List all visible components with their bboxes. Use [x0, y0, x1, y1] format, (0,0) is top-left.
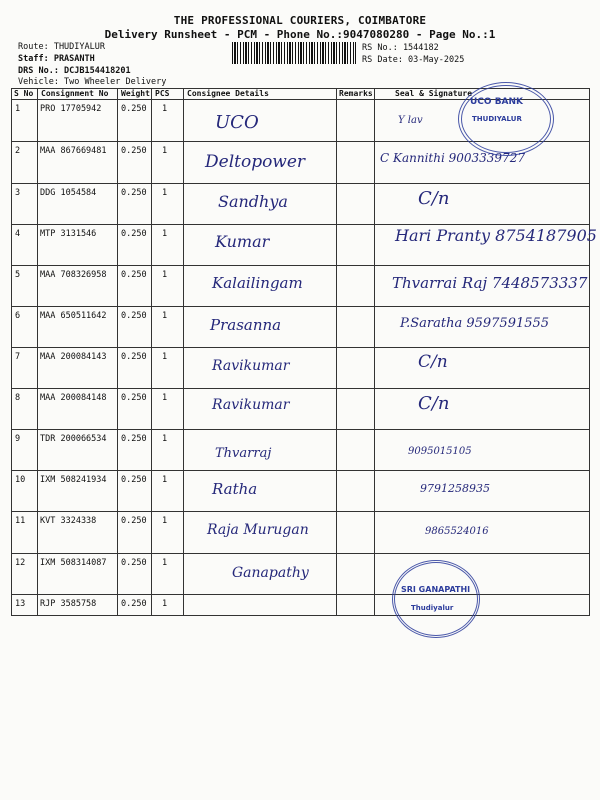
barcode — [232, 42, 356, 64]
signature-handwriting: P.Saratha 9597591555 — [400, 316, 550, 331]
consignment-number: IXM 508314087 — [40, 558, 107, 568]
row-divider — [11, 347, 590, 348]
weight-value: 0.250 — [121, 434, 147, 444]
column-divider — [151, 88, 152, 615]
serial-number: 7 — [15, 352, 21, 362]
weight-value: 0.250 — [121, 146, 147, 156]
pieces-count: 1 — [162, 516, 168, 526]
rs-number: RS No.: 1544182 — [362, 43, 439, 53]
serial-number: 2 — [15, 146, 21, 156]
consignment-number: MAA 650511642 — [40, 311, 107, 321]
weight-value: 0.250 — [121, 352, 147, 362]
pieces-count: 1 — [162, 270, 168, 280]
serial-number: 6 — [15, 311, 21, 321]
serial-number: 5 — [15, 270, 21, 280]
route-label: Route: THUDIYALUR — [18, 42, 105, 52]
row-divider — [11, 306, 590, 307]
row-divider — [11, 470, 590, 471]
consignee-handwriting: Deltopower — [205, 152, 306, 172]
consignment-number: MAA 867669481 — [40, 146, 107, 156]
weight-value: 0.250 — [121, 599, 147, 609]
weight-value: 0.250 — [121, 270, 147, 280]
pieces-count: 1 — [162, 311, 168, 321]
column-header: Seal & Signature — [395, 89, 473, 98]
row-divider — [11, 265, 590, 266]
serial-number: 8 — [15, 393, 21, 403]
column-divider — [11, 88, 12, 615]
weight-value: 0.250 — [121, 104, 147, 114]
pieces-count: 1 — [162, 352, 168, 362]
bank-stamp-name: UCO BANK — [470, 97, 524, 107]
consignment-number: RJP 3585758 — [40, 599, 97, 609]
pieces-count: 1 — [162, 475, 168, 485]
pieces-count: 1 — [162, 229, 168, 239]
consignee-handwriting: Ravikumar — [212, 358, 290, 374]
consignment-number: KVT 3324338 — [40, 516, 97, 526]
row-divider — [11, 594, 590, 595]
column-divider — [183, 88, 184, 615]
shop-stamp — [392, 560, 480, 638]
consignee-handwriting: Kumar — [215, 232, 270, 251]
consignment-number: MAA 708326958 — [40, 270, 107, 280]
weight-value: 0.250 — [121, 475, 147, 485]
weight-value: 0.250 — [121, 229, 147, 239]
weight-value: 0.250 — [121, 558, 147, 568]
column-header: Remarks — [339, 89, 373, 98]
consignment-number: IXM 508241934 — [40, 475, 107, 485]
weight-value: 0.250 — [121, 393, 147, 403]
signature-handwriting: C/n — [418, 393, 450, 414]
column-divider — [589, 88, 590, 615]
consignee-handwriting: Ganapathy — [232, 565, 309, 581]
consignment-number: MAA 200084148 — [40, 393, 107, 403]
consignee-handwriting: UCO — [215, 112, 259, 133]
pieces-count: 1 — [162, 146, 168, 156]
serial-number: 9 — [15, 434, 21, 444]
column-divider — [374, 88, 375, 615]
consignment-number: DDG 1054584 — [40, 188, 97, 198]
serial-number: 4 — [15, 229, 21, 239]
pieces-count: 1 — [162, 558, 168, 568]
consignee-handwriting: Prasanna — [210, 316, 282, 334]
serial-number: 11 — [15, 516, 26, 526]
consignee-handwriting: Kalailingam — [212, 274, 303, 292]
column-header: Consignee Details — [187, 89, 269, 98]
column-divider — [117, 88, 118, 615]
row-divider — [11, 429, 590, 430]
company-title: THE PROFESSIONAL COURIERS, COIMBATORE — [173, 14, 427, 27]
row-divider — [11, 224, 590, 225]
consignee-handwriting: Ravikumar — [212, 397, 290, 413]
serial-number: 13 — [15, 599, 26, 609]
shop-stamp-name: SRI GANAPATHI — [401, 585, 471, 594]
consignment-number: MAA 200084143 — [40, 352, 107, 362]
signature-handwriting: 9791258935 — [420, 482, 490, 495]
pieces-count: 1 — [162, 104, 168, 114]
signature-handwriting: Thvarrai Raj 7448573337 — [392, 274, 588, 292]
column-header: Weight — [121, 89, 150, 98]
rs-date: RS Date: 03-May-2025 — [362, 55, 465, 65]
row-divider — [11, 553, 590, 554]
weight-value: 0.250 — [121, 188, 147, 198]
runsheet-subtitle: Delivery Runsheet - PCM - Phone No.:9047080280 - Page No.:1 — [104, 28, 496, 41]
weight-value: 0.250 — [121, 311, 147, 321]
column-header: S No — [14, 89, 34, 98]
signature-handwriting: C/n — [418, 188, 450, 209]
consignment-number: TDR 200066534 — [40, 434, 107, 444]
bank-stamp-branch: THUDIYALUR — [472, 115, 522, 123]
row-divider — [11, 388, 590, 389]
signature-handwriting: Y lav — [398, 115, 423, 126]
column-header: PCS — [155, 89, 170, 98]
consignee-handwriting: Thvarraj — [215, 446, 272, 461]
serial-number: 3 — [15, 188, 21, 198]
signature-handwriting: 9865524016 — [425, 526, 489, 537]
column-divider — [336, 88, 337, 615]
consignment-number: PRO 17705942 — [40, 104, 102, 114]
column-divider — [37, 88, 38, 615]
row-divider — [11, 183, 590, 184]
serial-number: 10 — [15, 475, 26, 485]
pieces-count: 1 — [162, 434, 168, 444]
pieces-count: 1 — [162, 393, 168, 403]
shop-stamp-branch: Thudiyalur — [411, 604, 454, 612]
signature-handwriting: Hari Pranty 8754187905 — [395, 226, 597, 245]
consignee-handwriting: Sandhya — [218, 192, 288, 211]
weight-value: 0.250 — [121, 516, 147, 526]
consignee-handwriting: Raja Murugan — [207, 522, 309, 538]
row-divider — [11, 511, 590, 512]
vehicle-label: Vehicle: Two Wheeler Delivery — [18, 77, 167, 87]
signature-handwriting: C Kannithi 9003339727 — [380, 151, 525, 165]
consignment-number: MTP 3131546 — [40, 229, 97, 239]
drs-label: DRS No.: DCJB154418201 — [18, 66, 131, 76]
signature-handwriting: C/n — [418, 352, 448, 372]
pieces-count: 1 — [162, 599, 168, 609]
serial-number: 12 — [15, 558, 26, 568]
row-divider — [11, 615, 590, 616]
serial-number: 1 — [15, 104, 21, 114]
staff-label: Staff: PRASANTH — [18, 54, 95, 64]
consignee-handwriting: Ratha — [212, 480, 258, 498]
signature-handwriting: 9095015105 — [408, 446, 472, 457]
pieces-count: 1 — [162, 188, 168, 198]
column-header: Consignment No — [41, 89, 109, 98]
